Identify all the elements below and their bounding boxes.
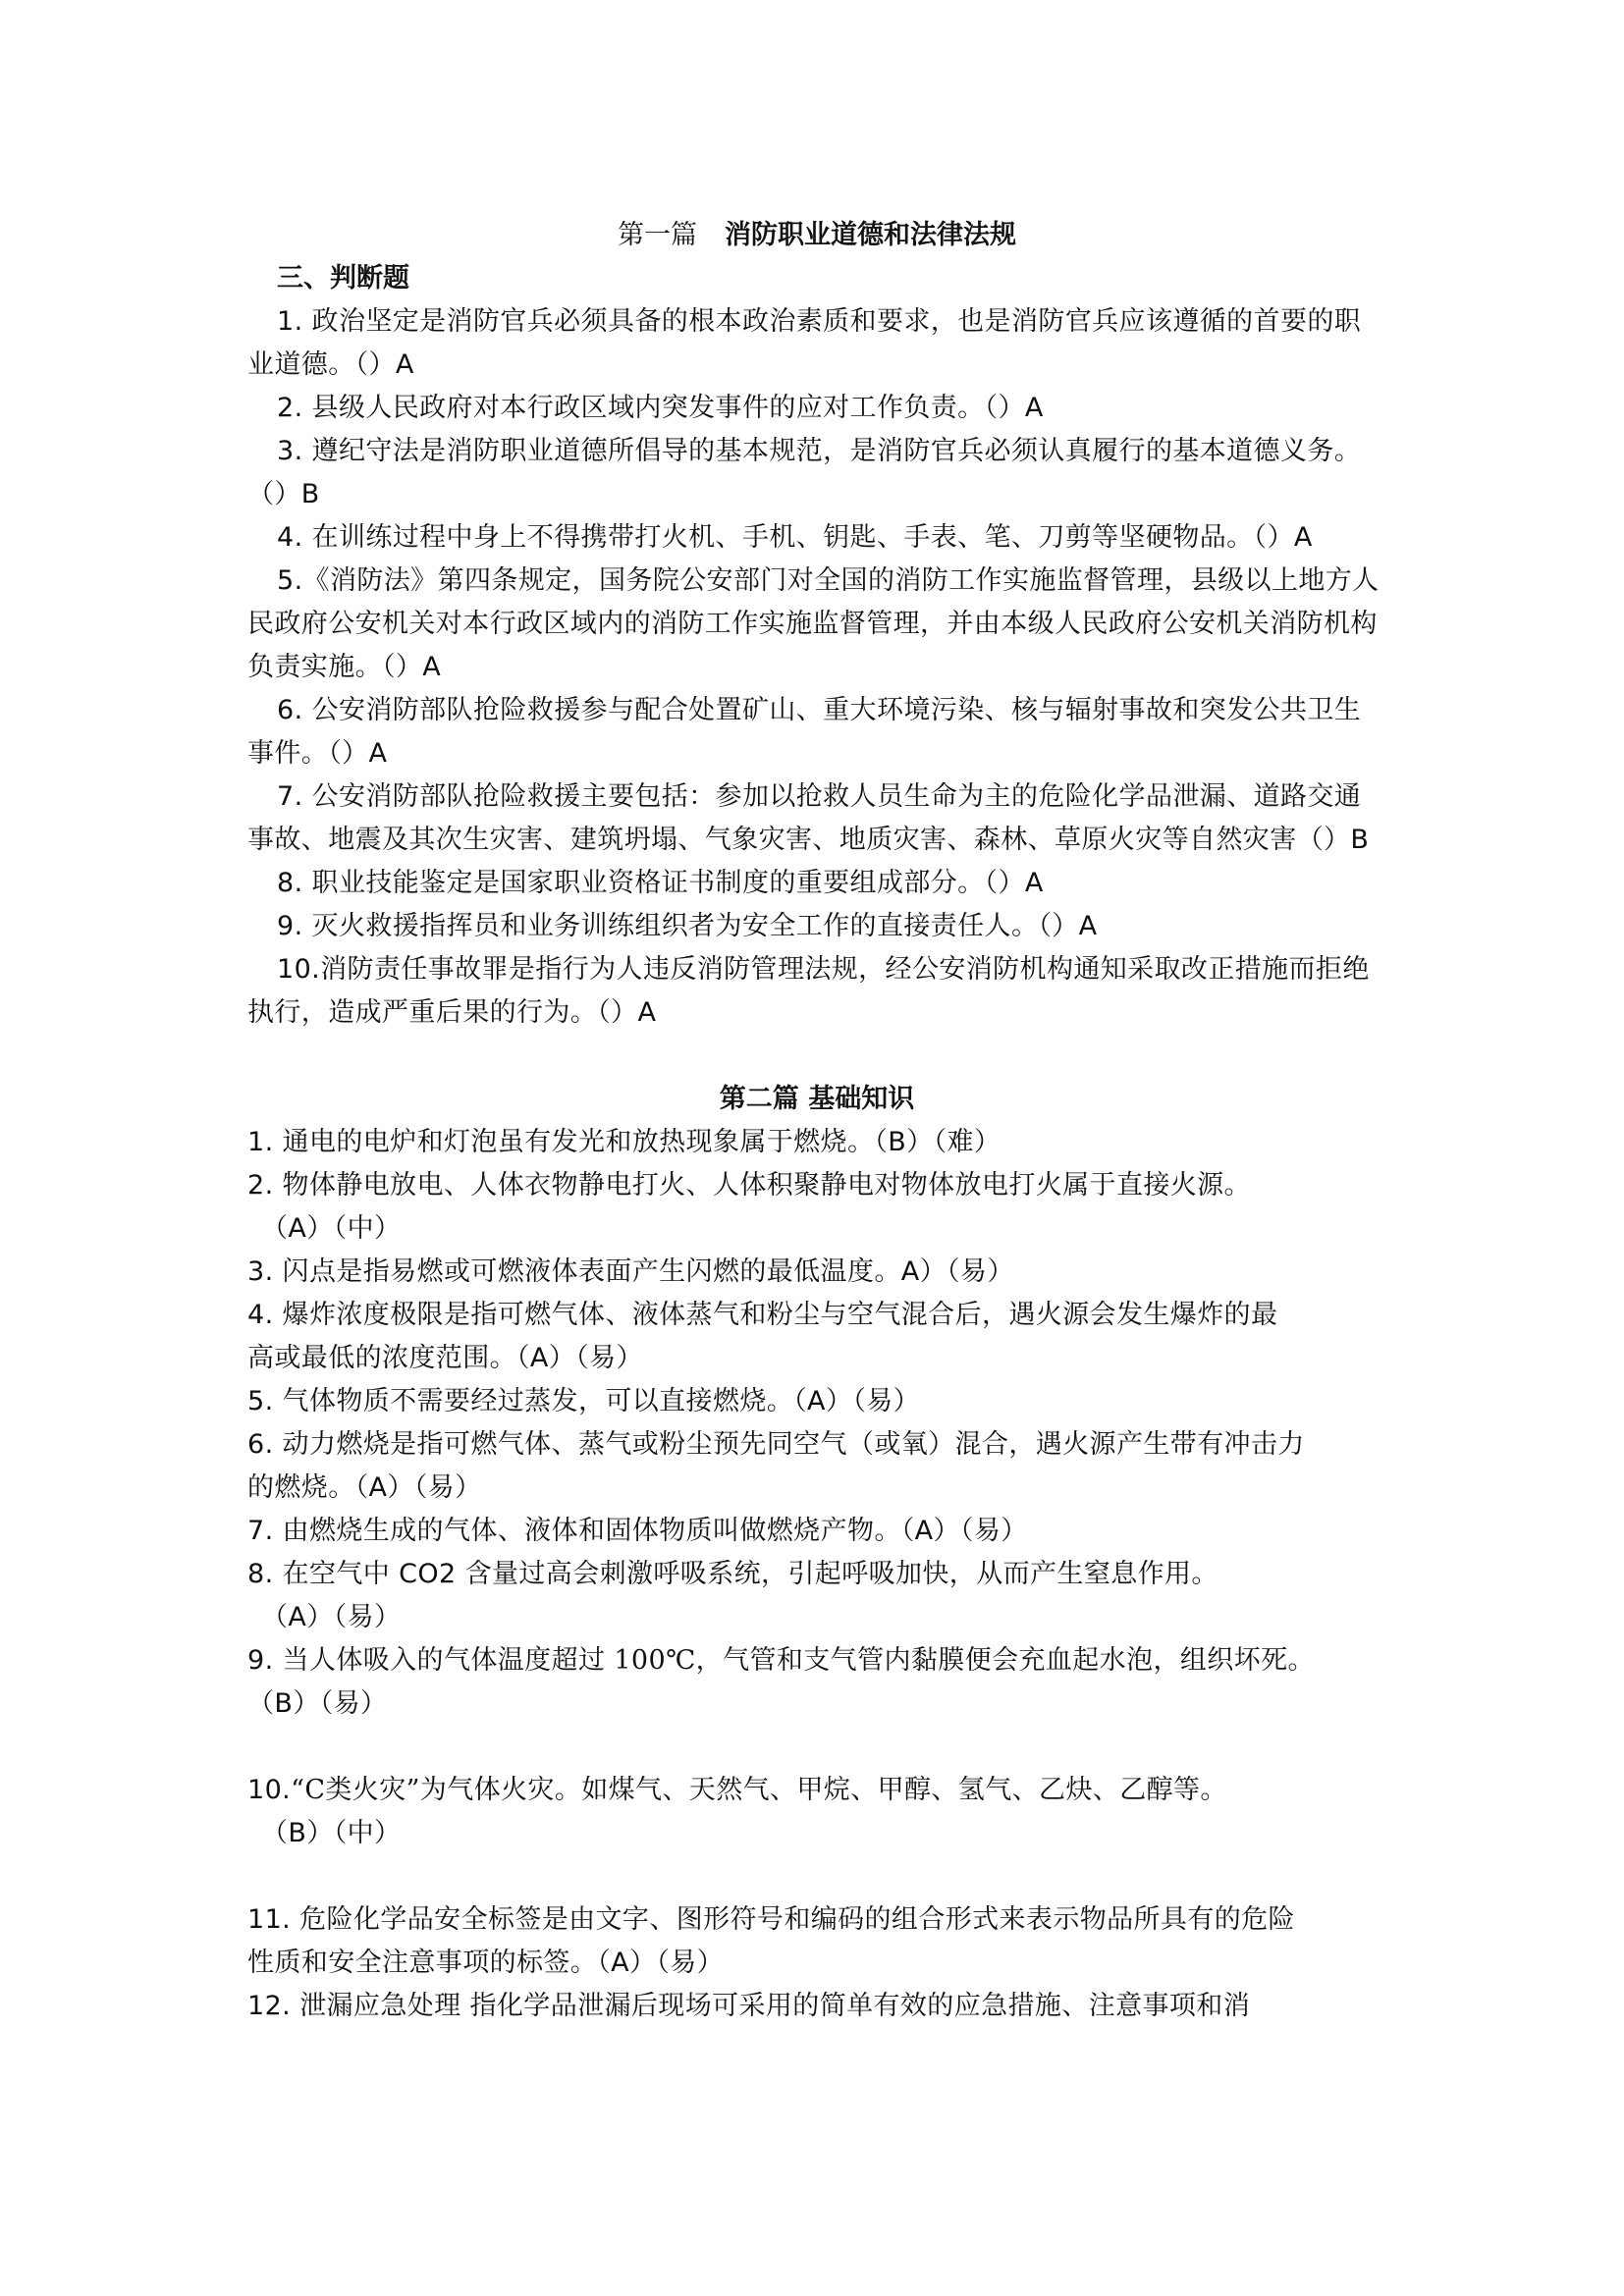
question-answer: （A）（易） bbox=[354, 1472, 482, 1503]
question-item: 8. 职业技能鉴定是国家职业资格证书制度的重要组成部分。（）A bbox=[277, 868, 1044, 898]
question-item bbox=[247, 1769, 1327, 1855]
document-page bbox=[247, 214, 1386, 2028]
question-text: 5. 气体物质不需要经过蒸发，可以直接燃烧。 bbox=[247, 1386, 794, 1416]
question-answer: （A）（易） bbox=[900, 1516, 1028, 1546]
question-answer: （A）（易） bbox=[516, 1343, 643, 1373]
question-text: 3. 闪点是指易燃或可燃液体表面产生闪燃的最低温度。 bbox=[247, 1256, 901, 1287]
part1-title-prefix: 第一篇 bbox=[618, 220, 697, 250]
question-answer: （A）（易） bbox=[597, 1948, 725, 1978]
question-answer: A）（易） bbox=[900, 1256, 1014, 1287]
part2-title: 第二篇 基础知识 bbox=[719, 1084, 915, 1114]
question-item bbox=[247, 1380, 1327, 1423]
question-text: 9. 当人体吸入的气体温度超过 bbox=[247, 1645, 615, 1676]
question-item bbox=[247, 1510, 1327, 1553]
question-item: 5.《消防法》第四条规定，国务院公安部门对全国的消防工作实施监督管理，县级以上地方人民政府公安机关对本行政区域内的消防工作实施监督管理，并由本级人民政府公安机关消防机构负责实施。（）A bbox=[247, 565, 1380, 682]
question-text: 1. 通电的电炉和灯泡虽有发光和放热现象属于燃烧。 bbox=[247, 1127, 875, 1157]
question-item bbox=[247, 1294, 1288, 1380]
question-text: 4. 爆炸浓度极限是指可燃气体、液体蒸气和粉尘与空气混合后，遇火源会发生爆炸的最高或最低的浓度范围。 bbox=[247, 1300, 1278, 1373]
question-item bbox=[247, 1164, 1327, 1251]
question-item bbox=[247, 1423, 1318, 1510]
question-item: 3. 遵纪守法是消防职业道德所倡导的基本规范，是消防官兵必须认真履行的基本道德义务。（）B bbox=[247, 436, 1362, 509]
spacer bbox=[247, 1726, 1386, 1769]
part1-title-text: 消防职业道德和法律法规 bbox=[725, 220, 1016, 250]
question-text: 11. 危险化学品安全标签是由文字、图形符号和编码的组合形式来表示物品所具有的危险性质和安全注意事项的标签。 bbox=[247, 1904, 1295, 1978]
section-heading: 三、判断题 bbox=[277, 263, 409, 294]
question-text: 12. 泄漏应急处理 指化学品泄漏后现场可采用的简单有效的应急措施、注意事项和消 bbox=[247, 1991, 1251, 2021]
question-answer: （A）（易） bbox=[261, 1602, 402, 1632]
question-text: 7. 由燃烧生成的气体、液体和固体物质叫做燃烧产物。 bbox=[247, 1516, 901, 1546]
question-answer: （B）（易） bbox=[247, 1688, 388, 1719]
question-item: 2. 县级人民政府对本行政区域内突发事件的应对工作负责。（）A bbox=[277, 393, 1044, 423]
spacer bbox=[247, 1855, 1386, 1898]
question-item bbox=[247, 1898, 1318, 1985]
question-text-serif: “C类火灾”为气体火灾。如煤气、天然气、甲烷、甲醇、氢气、乙炔、乙醇等。 bbox=[291, 1775, 1227, 1805]
question-answer: （A）（易） bbox=[793, 1386, 921, 1416]
question-text: 6. 动力燃烧是指可燃气体、蒸气或粉尘预先同空气（或氧）混合，遇火源产生带有冲击力的燃烧。 bbox=[247, 1429, 1305, 1503]
question-item: 9. 灭火救援指挥员和业务训练组织者为安全工作的直接责任人。（）A bbox=[277, 911, 1098, 941]
question-item bbox=[247, 1251, 1327, 1294]
question-item bbox=[247, 1639, 1318, 1726]
question-text: ，气管和支气管内黏膜便会充血起水泡，组织坏死。 bbox=[695, 1645, 1315, 1676]
question-item bbox=[247, 1985, 1327, 2028]
question-text: 2. 物体静电放电、人体衣物静电打火、人体积聚静电对物体放电打火属于直接火源。 bbox=[247, 1170, 1251, 1201]
question-item: 7. 公安消防部队抢险救援主要包括：参加以抢救人员生命为主的危险化学品泄漏、道路交通事故、地震及其次生灾害、建筑坍塌、气象灾害、地质灾害、森林、草原火灾等自然灾害（）B bbox=[247, 781, 1370, 855]
temperature-value: 100℃ bbox=[614, 1645, 696, 1676]
question-item bbox=[247, 1553, 1327, 1639]
question-item: 1. 政治坚定是消防官兵必须具备的根本政治素质和要求，也是消防官兵应该遵循的首要的职业道德。（）A bbox=[247, 306, 1362, 380]
question-item: 10.消防责任事故罪是指行为人违反消防管理法规，经公安消防机构通知采取改正措施而拒绝执行，造成严重后果的行为。（）A bbox=[247, 954, 1370, 1028]
question-text: 10. bbox=[247, 1775, 292, 1805]
question-answer: （B）（难） bbox=[874, 1127, 1001, 1157]
question-answer: （B）（中） bbox=[261, 1818, 402, 1848]
part1-title bbox=[247, 214, 1386, 257]
question-text: 8. 在空气中 CO2 含量过高会刺激呼吸系统，引起呼吸加快，从而产生窒息作用。 bbox=[247, 1559, 1218, 1589]
question-item bbox=[247, 1121, 1327, 1164]
question-answer: （A）（中） bbox=[261, 1213, 402, 1244]
question-item: 4. 在训练过程中身上不得携带打火机、手机、钥匙、手表、笔、刀剪等坚硬物品。（）A bbox=[277, 522, 1313, 553]
question-item: 6. 公安消防部队抢险救援参与配合处置矿山、重大环境污染、核与辐射事故和突发公共卫生事件。（）A bbox=[247, 695, 1362, 769]
